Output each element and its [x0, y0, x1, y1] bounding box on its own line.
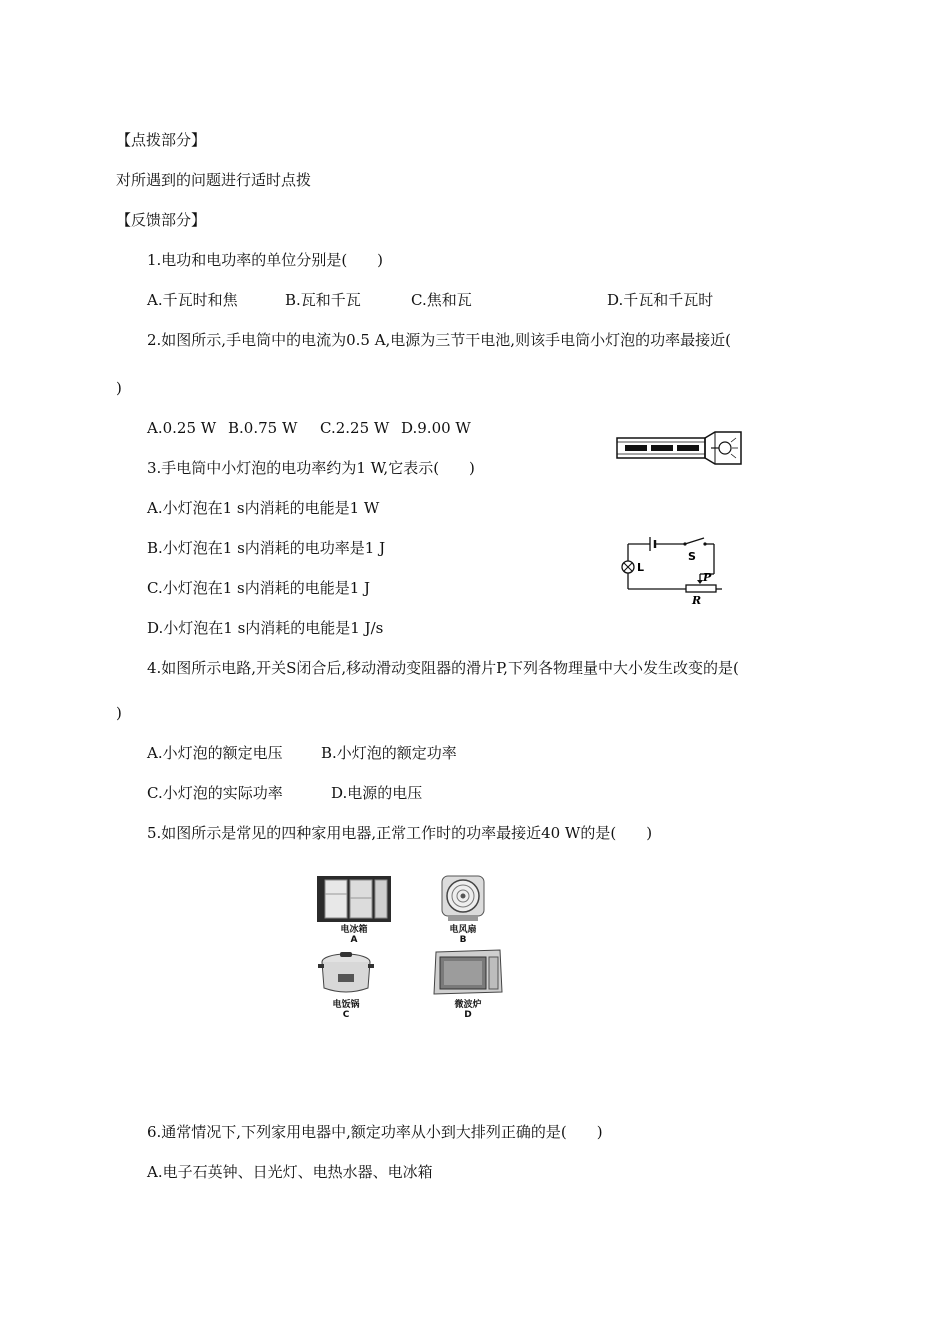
circuit-label-s: S: [688, 550, 696, 563]
q4-option-c: C.小灯泡的实际功率: [147, 784, 283, 802]
q1-stem: 1.电功和电功率的单位分别是( ): [147, 251, 384, 269]
q2-option-a: A.0.25 W: [147, 419, 217, 437]
q4-option-a: A.小灯泡的额定电压: [147, 744, 283, 762]
q3-option-d: D.小灯泡在1 s内消耗的电能是1 J/s: [147, 619, 384, 637]
dianbo-header: 【点拨部分】: [116, 131, 207, 149]
q6-option-a: A.电子石英钟、日光灯、电热水器、电冰箱: [147, 1163, 433, 1181]
appliance-a-letter: A: [350, 935, 358, 945]
q3-option-c: C.小灯泡在1 s内消耗的电能是1 J: [147, 579, 371, 597]
circuit-diagram: [612, 532, 727, 612]
q1-option-a: A.千瓦时和焦: [147, 291, 238, 309]
q6-stem: 6.通常情况下,下列家用电器中,额定功率从小到大排列正确的是( ): [147, 1123, 603, 1141]
appliance-c-name: 电饭锅: [332, 1000, 360, 1010]
refrigerator-icon: [317, 876, 391, 922]
fan-icon: [438, 874, 488, 922]
circuit-label-r: R: [692, 594, 702, 607]
appliance-d-name: 微波炉: [454, 1000, 482, 1010]
q4-option-b: B.小灯泡的额定功率: [321, 744, 457, 762]
q2-stem-tail: ): [116, 379, 122, 397]
q3-stem: 3.手电筒中小灯泡的电功率约为1 W,它表示( ): [147, 459, 475, 477]
q4-option-d: D.电源的电压: [331, 784, 423, 802]
q1-option-d: D.千瓦和千瓦时: [607, 291, 714, 309]
appliance-a-name: 电冰箱: [340, 925, 368, 935]
q2-option-d: D.9.00 W: [401, 419, 471, 437]
appliances-figure: [310, 872, 520, 1024]
q3-option-a: A.小灯泡在1 s内消耗的电能是1 W: [147, 499, 380, 517]
q4-stem: 4.如图所示电路,开关S闭合后,移动滑动变阻器的滑片P,下列各物理量中大小发生改变的是(: [147, 659, 739, 677]
q2-option-b: B.0.75 W: [228, 419, 298, 437]
appliance-b-letter: B: [459, 935, 467, 945]
dianbo-text: 对所遇到的问题进行适时点拨: [116, 171, 312, 189]
q3-option-b: B.小灯泡在1 s内消耗的电功率是1 J: [147, 539, 386, 557]
appliance-b-name: 电风扇: [449, 925, 477, 935]
appliance-c-letter: C: [342, 1010, 350, 1020]
microwave-icon: [430, 948, 504, 998]
flashlight-figure: [615, 428, 745, 468]
q2-stem: 2.如图所示,手电筒中的电流为0.5 A,电源为三节干电池,则该手电筒小灯泡的功率最接近(: [147, 331, 731, 349]
q1-option-c: C.焦和瓦: [411, 291, 472, 309]
q4-stem-tail: ): [116, 704, 122, 722]
fankui-header: 【反馈部分】: [116, 211, 207, 229]
rice-cooker-icon: [316, 950, 376, 996]
appliance-d-letter: D: [464, 1010, 472, 1020]
circuit-label-l: L: [637, 561, 645, 574]
q1-option-b: B.瓦和千瓦: [285, 291, 361, 309]
q2-option-c: C.2.25 W: [320, 419, 390, 437]
q5-stem: 5.如图所示是常见的四种家用电器,正常工作时的功率最接近40 W的是( ): [147, 824, 653, 842]
circuit-label-p: P: [703, 571, 712, 584]
